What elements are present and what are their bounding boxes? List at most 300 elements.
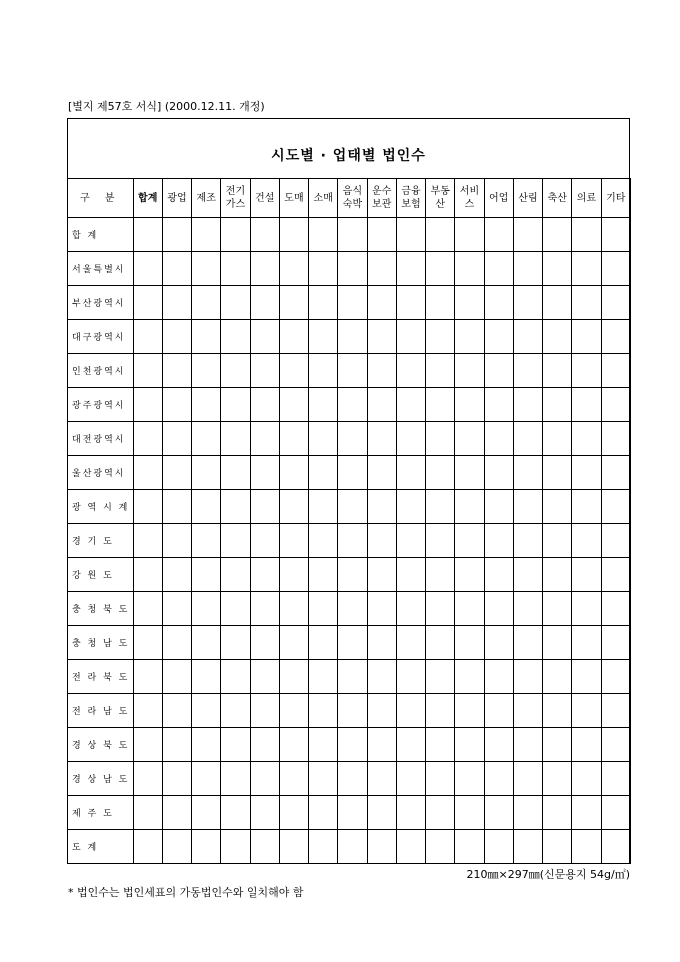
entry-cell (279, 252, 308, 286)
entry-cell (396, 728, 425, 762)
entry-cell (484, 218, 513, 252)
entry-cell (221, 728, 250, 762)
entry-cell (221, 762, 250, 796)
entry-cell (338, 694, 367, 728)
entry-cell (221, 796, 250, 830)
entry-cell (309, 762, 338, 796)
entry-cell (426, 524, 455, 558)
entry-cell (279, 592, 308, 626)
entry-cell (221, 422, 250, 456)
entry-cell (192, 354, 221, 388)
entry-cell (513, 796, 542, 830)
entry-cell (279, 558, 308, 592)
entry-cell (309, 422, 338, 456)
entry-cell (601, 524, 630, 558)
entry-cell (484, 320, 513, 354)
entry-cell (543, 524, 572, 558)
entry-cell (484, 354, 513, 388)
entry-cell (484, 762, 513, 796)
entry-cell (162, 490, 191, 524)
header-category: 의료 (572, 179, 601, 218)
row-label: 강 원 도 (68, 558, 134, 592)
entry-cell (133, 694, 162, 728)
entry-cell (338, 728, 367, 762)
table-row (68, 422, 631, 456)
entry-cell (543, 558, 572, 592)
entry-cell (133, 626, 162, 660)
entry-cell (396, 830, 425, 864)
row-label: 서울특별시 (68, 252, 134, 286)
entry-cell (367, 796, 396, 830)
entry-cell (513, 354, 542, 388)
entry-cell (426, 728, 455, 762)
entry-cell (396, 286, 425, 320)
entry-cell (455, 388, 484, 422)
header-category: 제조 (192, 179, 221, 218)
entry-cell (279, 796, 308, 830)
table-row (68, 286, 631, 320)
entry-cell (250, 796, 279, 830)
entry-cell (162, 762, 191, 796)
entry-cell (543, 728, 572, 762)
entry-cell (455, 694, 484, 728)
entry-cell (338, 320, 367, 354)
entry-cell (543, 762, 572, 796)
entry-cell (221, 524, 250, 558)
entry-cell (279, 694, 308, 728)
entry-cell (309, 830, 338, 864)
entry-cell (162, 388, 191, 422)
entry-cell (426, 218, 455, 252)
entry-cell (162, 252, 191, 286)
entry-cell (367, 592, 396, 626)
entry-cell (396, 388, 425, 422)
entry-cell (192, 694, 221, 728)
entry-cell (338, 524, 367, 558)
entry-cell (513, 592, 542, 626)
entry-cell (133, 218, 162, 252)
entry-cell (309, 354, 338, 388)
entry-cell (572, 388, 601, 422)
entry-cell (279, 422, 308, 456)
entry-cell (455, 524, 484, 558)
entry-cell (192, 286, 221, 320)
entry-cell (543, 830, 572, 864)
entry-cell (572, 286, 601, 320)
entry-cell (572, 422, 601, 456)
table-row (68, 762, 631, 796)
entry-cell (455, 558, 484, 592)
entry-cell (192, 830, 221, 864)
entry-cell (513, 286, 542, 320)
row-label: 울산광역시 (68, 456, 134, 490)
entry-cell (513, 694, 542, 728)
entry-cell (133, 830, 162, 864)
entry-cell (250, 388, 279, 422)
entry-cell (162, 830, 191, 864)
entry-cell (572, 354, 601, 388)
table-row (68, 354, 631, 388)
entry-cell (309, 218, 338, 252)
entry-cell (396, 218, 425, 252)
entry-cell (133, 252, 162, 286)
entry-cell (133, 354, 162, 388)
entry-cell (455, 320, 484, 354)
entry-cell (133, 456, 162, 490)
entry-cell (484, 286, 513, 320)
entry-cell (543, 354, 572, 388)
entry-cell (250, 660, 279, 694)
entry-cell (601, 320, 630, 354)
header-category: 도매 (279, 179, 308, 218)
entry-cell (484, 490, 513, 524)
entry-cell (309, 626, 338, 660)
header-category: 어업 (484, 179, 513, 218)
entry-cell (572, 626, 601, 660)
entry-cell (309, 252, 338, 286)
entry-cell (513, 252, 542, 286)
entry-cell (250, 456, 279, 490)
entry-cell (309, 660, 338, 694)
entry-cell (309, 524, 338, 558)
table-row (68, 320, 631, 354)
entry-cell (484, 728, 513, 762)
entry-cell (279, 490, 308, 524)
entry-cell (426, 252, 455, 286)
header-category: 산림 (513, 179, 542, 218)
entry-cell (192, 796, 221, 830)
entry-cell (601, 762, 630, 796)
entry-cell (513, 762, 542, 796)
entry-cell (133, 592, 162, 626)
entry-cell (192, 728, 221, 762)
table-row (68, 796, 631, 830)
entry-cell (513, 388, 542, 422)
entry-cell (455, 218, 484, 252)
entry-cell (455, 422, 484, 456)
entry-cell (309, 796, 338, 830)
entry-cell (309, 490, 338, 524)
table-row (68, 524, 631, 558)
entry-cell (133, 660, 162, 694)
entry-cell (426, 626, 455, 660)
form-title: 시도별 · 업태별 법인수 (271, 148, 426, 164)
entry-cell (455, 592, 484, 626)
entry-cell (513, 626, 542, 660)
entry-cell (250, 728, 279, 762)
entry-cell (221, 490, 250, 524)
row-label: 합 계 (68, 218, 134, 252)
entry-cell (426, 830, 455, 864)
entry-cell (396, 762, 425, 796)
entry-cell (426, 796, 455, 830)
entry-cell (221, 252, 250, 286)
entry-cell (309, 456, 338, 490)
entry-cell (162, 354, 191, 388)
entry-cell (396, 354, 425, 388)
entry-cell (367, 728, 396, 762)
entry-cell (543, 320, 572, 354)
entry-cell (455, 762, 484, 796)
entry-cell (133, 286, 162, 320)
entry-cell (221, 660, 250, 694)
entry-cell (572, 694, 601, 728)
row-label: 부산광역시 (68, 286, 134, 320)
entry-cell (309, 320, 338, 354)
entry-cell (572, 558, 601, 592)
entry-cell (396, 592, 425, 626)
entry-cell (513, 524, 542, 558)
entry-cell (426, 354, 455, 388)
entry-cell (396, 694, 425, 728)
entry-cell (250, 762, 279, 796)
entry-cell (221, 286, 250, 320)
entry-cell (484, 796, 513, 830)
entry-cell (601, 694, 630, 728)
entry-cell (572, 252, 601, 286)
entry-cell (250, 592, 279, 626)
row-label: 충 청 남 도 (68, 626, 134, 660)
entry-cell (601, 252, 630, 286)
entry-cell (367, 626, 396, 660)
entry-cell (279, 320, 308, 354)
entry-cell (367, 252, 396, 286)
row-label: 광주광역시 (68, 388, 134, 422)
entry-cell (367, 558, 396, 592)
entry-cell (133, 558, 162, 592)
entry-cell (338, 456, 367, 490)
entry-cell (513, 456, 542, 490)
entry-cell (221, 694, 250, 728)
entry-cell (484, 592, 513, 626)
entry-cell (455, 490, 484, 524)
entry-cell (367, 218, 396, 252)
entry-cell (279, 626, 308, 660)
entry-cell (396, 490, 425, 524)
entry-cell (162, 592, 191, 626)
entry-cell (221, 388, 250, 422)
form-label: [별지 제57호 서식] (2000.12.11. 개정) (68, 100, 265, 113)
entry-cell (162, 422, 191, 456)
entry-cell (250, 524, 279, 558)
entry-cell (279, 728, 308, 762)
entry-cell (221, 320, 250, 354)
entry-cell (601, 830, 630, 864)
entry-cell (367, 320, 396, 354)
entry-cell (396, 320, 425, 354)
entry-cell (601, 660, 630, 694)
entry-cell (513, 218, 542, 252)
row-label: 충 청 북 도 (68, 592, 134, 626)
entry-cell (250, 320, 279, 354)
entry-cell (192, 524, 221, 558)
entry-cell (396, 626, 425, 660)
entry-cell (279, 354, 308, 388)
entry-cell (396, 660, 425, 694)
entry-cell (250, 626, 279, 660)
entry-cell (221, 626, 250, 660)
table-row (68, 558, 631, 592)
entry-cell (484, 388, 513, 422)
entry-cell (484, 830, 513, 864)
row-label: 경 상 남 도 (68, 762, 134, 796)
entry-cell (396, 796, 425, 830)
table-row (68, 830, 631, 864)
table-row (68, 694, 631, 728)
entry-cell (309, 286, 338, 320)
entry-cell (426, 762, 455, 796)
entry-cell (338, 830, 367, 864)
entry-cell (221, 558, 250, 592)
paper-size-note: 210㎜×297㎜(신문용지 54g/㎡) (466, 868, 630, 881)
entry-cell (133, 762, 162, 796)
header-row (68, 179, 631, 218)
entry-cell (309, 728, 338, 762)
entry-cell (250, 694, 279, 728)
entry-cell (513, 422, 542, 456)
entry-cell (543, 286, 572, 320)
entry-cell (367, 456, 396, 490)
header-category: 부동산 (426, 179, 455, 218)
entry-cell (484, 422, 513, 456)
table-row (68, 626, 631, 660)
entry-cell (396, 422, 425, 456)
header-category: 전기 가스 (221, 179, 250, 218)
row-label: 대구광역시 (68, 320, 134, 354)
entry-cell (601, 728, 630, 762)
header-category: 건설 (250, 179, 279, 218)
entry-cell (367, 422, 396, 456)
entry-cell (543, 490, 572, 524)
entry-cell (279, 762, 308, 796)
entry-cell (133, 490, 162, 524)
entry-cell (601, 286, 630, 320)
footnote: * 법인수는 법인세표의 가동법인수와 일치해야 함 (68, 886, 304, 899)
entry-cell (221, 830, 250, 864)
entry-cell (396, 252, 425, 286)
entry-cell (543, 694, 572, 728)
entry-cell (513, 728, 542, 762)
entry-cell (192, 320, 221, 354)
entry-cell (426, 558, 455, 592)
entry-cell (572, 762, 601, 796)
entry-cell (543, 388, 572, 422)
row-label: 도 계 (68, 830, 134, 864)
row-label: 제 주 도 (68, 796, 134, 830)
entry-cell (192, 252, 221, 286)
row-label: 인천광역시 (68, 354, 134, 388)
entry-cell (221, 218, 250, 252)
entry-cell (279, 524, 308, 558)
entry-cell (338, 286, 367, 320)
entry-cell (601, 218, 630, 252)
entry-cell (338, 354, 367, 388)
header-category: 합계 (133, 179, 162, 218)
entry-cell (367, 388, 396, 422)
entry-cell (162, 694, 191, 728)
entry-cell (513, 558, 542, 592)
entry-cell (250, 490, 279, 524)
entry-cell (279, 286, 308, 320)
entry-cell (162, 286, 191, 320)
entry-cell (192, 490, 221, 524)
entry-cell (572, 490, 601, 524)
entry-cell (513, 320, 542, 354)
entry-cell (543, 796, 572, 830)
entry-cell (455, 830, 484, 864)
entry-cell (309, 592, 338, 626)
entry-cell (162, 218, 191, 252)
entry-cell (396, 524, 425, 558)
entry-cell (396, 456, 425, 490)
table-row (68, 218, 631, 252)
entry-cell (426, 388, 455, 422)
table-row (68, 388, 631, 422)
entry-cell (601, 490, 630, 524)
table-row (68, 490, 631, 524)
table-row (68, 456, 631, 490)
entry-cell (543, 626, 572, 660)
entry-cell (279, 218, 308, 252)
entry-cell (162, 558, 191, 592)
entry-cell (396, 558, 425, 592)
entry-cell (572, 728, 601, 762)
header-category: 축산 (543, 179, 572, 218)
entry-cell (601, 388, 630, 422)
entry-cell (338, 422, 367, 456)
row-label: 경 상 북 도 (68, 728, 134, 762)
entry-cell (192, 626, 221, 660)
entry-cell (338, 388, 367, 422)
entry-cell (338, 218, 367, 252)
entry-cell (250, 830, 279, 864)
entry-cell (162, 524, 191, 558)
entry-cell (601, 422, 630, 456)
entry-cell (367, 694, 396, 728)
entry-cell (426, 660, 455, 694)
entry-cell (455, 660, 484, 694)
entry-cell (338, 626, 367, 660)
entry-cell (601, 796, 630, 830)
entry-cell (133, 728, 162, 762)
entry-cell (367, 490, 396, 524)
entry-cell (338, 558, 367, 592)
entry-cell (221, 354, 250, 388)
entry-cell (426, 592, 455, 626)
table-row (68, 660, 631, 694)
entry-cell (250, 422, 279, 456)
entry-cell (572, 830, 601, 864)
entry-cell (455, 796, 484, 830)
entry-cell (484, 694, 513, 728)
header-category: 광업 (162, 179, 191, 218)
entry-cell (543, 422, 572, 456)
entry-cell (221, 456, 250, 490)
entry-cell (279, 388, 308, 422)
entry-cell (543, 218, 572, 252)
entry-cell (601, 558, 630, 592)
entry-cell (513, 490, 542, 524)
header-category: 서비스 (455, 179, 484, 218)
entry-cell (133, 796, 162, 830)
entry-cell (309, 694, 338, 728)
header-category: 금융 보험 (396, 179, 425, 218)
header-category: 운수 보관 (367, 179, 396, 218)
entry-cell (367, 762, 396, 796)
entry-cell (426, 422, 455, 456)
entry-cell (367, 286, 396, 320)
header-category: 소매 (309, 179, 338, 218)
